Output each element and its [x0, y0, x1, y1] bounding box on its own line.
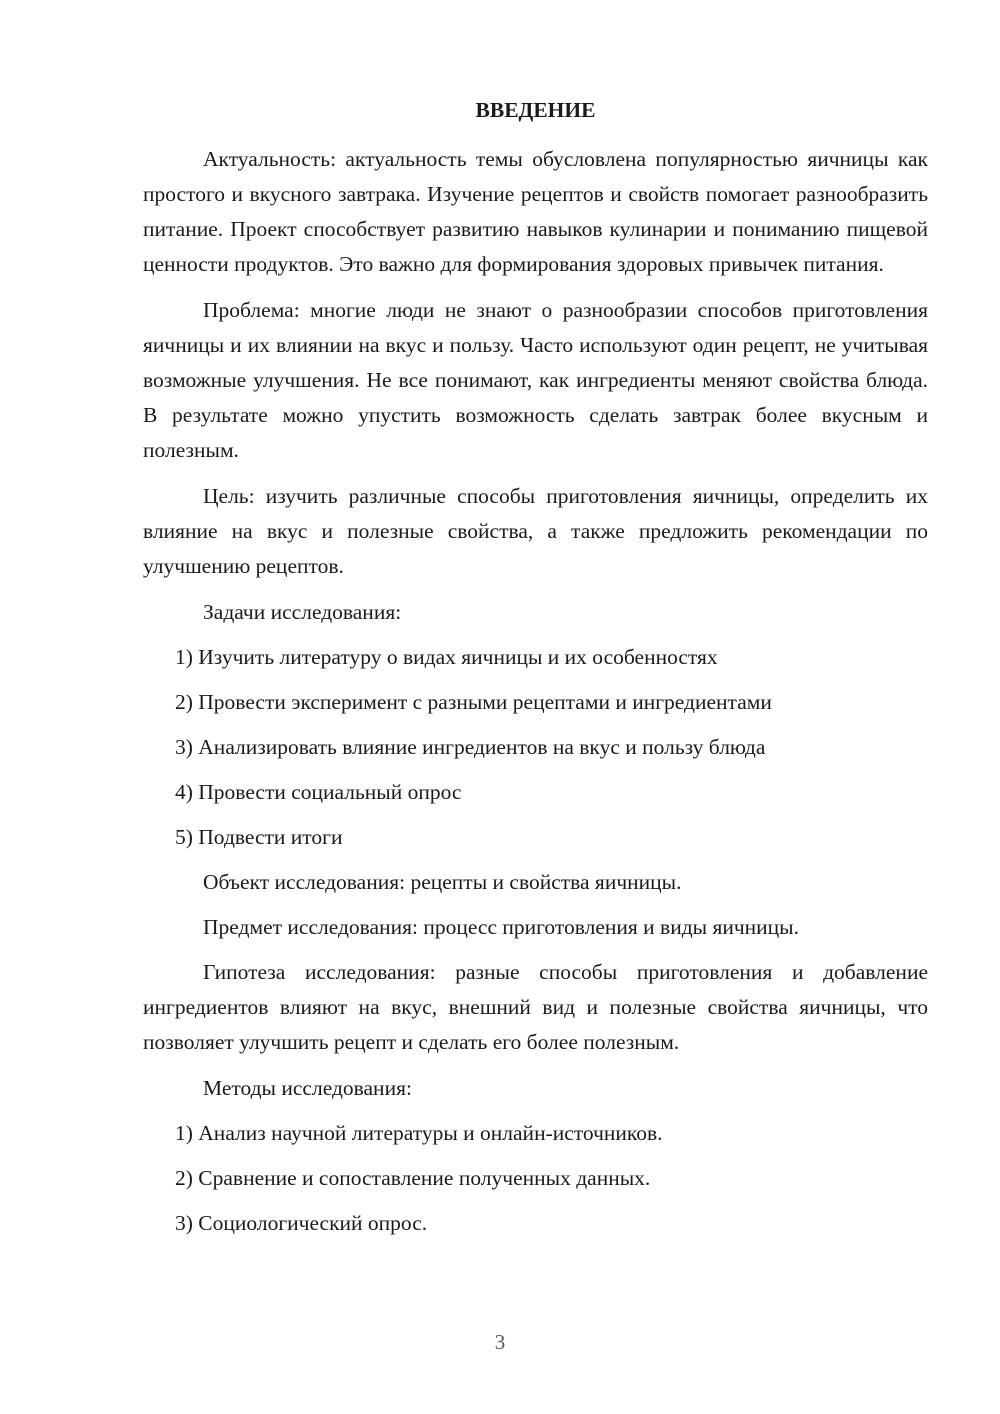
page-number: 3: [494, 1330, 506, 1354]
list-item: 2) Провести эксперимент с разными рецептами и ингредиентами: [175, 690, 772, 714]
list-item: 1) Анализ научной литературы и онлайн-источников.: [175, 1121, 663, 1145]
list-item: 5) Подвести итоги: [175, 825, 343, 849]
goal-paragraph: Цель: изучить различные способы приготовления яичницы, определить их влияние на вкус и полезные свойства, а также предложить рекомендации по улучшению рецептов.: [143, 484, 928, 578]
list-item: 2) Сравнение и сопоставление полученных данных.: [175, 1166, 651, 1190]
list-item: 1) Изучить литературу о видах яичницы и их особенностях: [175, 645, 718, 669]
list-item: 3) Социологический опрос.: [175, 1211, 428, 1235]
methods-heading: Методы исследования:: [203, 1076, 412, 1100]
page-title: ВВЕДЕНИЕ: [475, 98, 596, 122]
object-line: Объект исследования: рецепты и свойства яичницы.: [203, 870, 682, 894]
list-item: 3) Анализировать влияние ингредиентов на вкус и пользу блюда: [175, 735, 766, 759]
hypothesis-paragraph: Гипотеза исследования: разные способы приготовления и добавление ингредиентов влияют на вкус, внешний вид и полезные свойства яичницы, что позволяет улучшить рецепт и сделать его более полезным.: [143, 960, 928, 1054]
page-content: [143, 92, 928, 1251]
list-item: 4) Провести социальный опрос: [175, 780, 462, 804]
subject-line: Предмет исследования: процесс приготовления и виды яичницы.: [203, 915, 800, 939]
relevance-paragraph: Актуальность: актуальность темы обусловлена популярностью яичницы как простого и вкусного завтрака. Изучение рецептов и свойств помогает разнообразить питание. Проект способствует развитию навыков кулинарии и пониманию пищевой ценности продуктов. Это важно для формирования здоровых привычек питания.: [143, 147, 928, 276]
tasks-list: [143, 640, 928, 855]
methods-list: [143, 1116, 928, 1241]
tasks-heading: Задачи исследования:: [203, 600, 402, 624]
problem-paragraph: Проблема: многие люди не знают о разнообразии способов приготовления яичницы и их влиянии на вкус и пользу. Часто используют один рецепт, не учитывая возможные улучшения. Не все понимают, как ингредиенты меняют свойства блюда. В результате можно упустить возможность сделать завтрак более вкусным и полезным.: [143, 298, 928, 462]
